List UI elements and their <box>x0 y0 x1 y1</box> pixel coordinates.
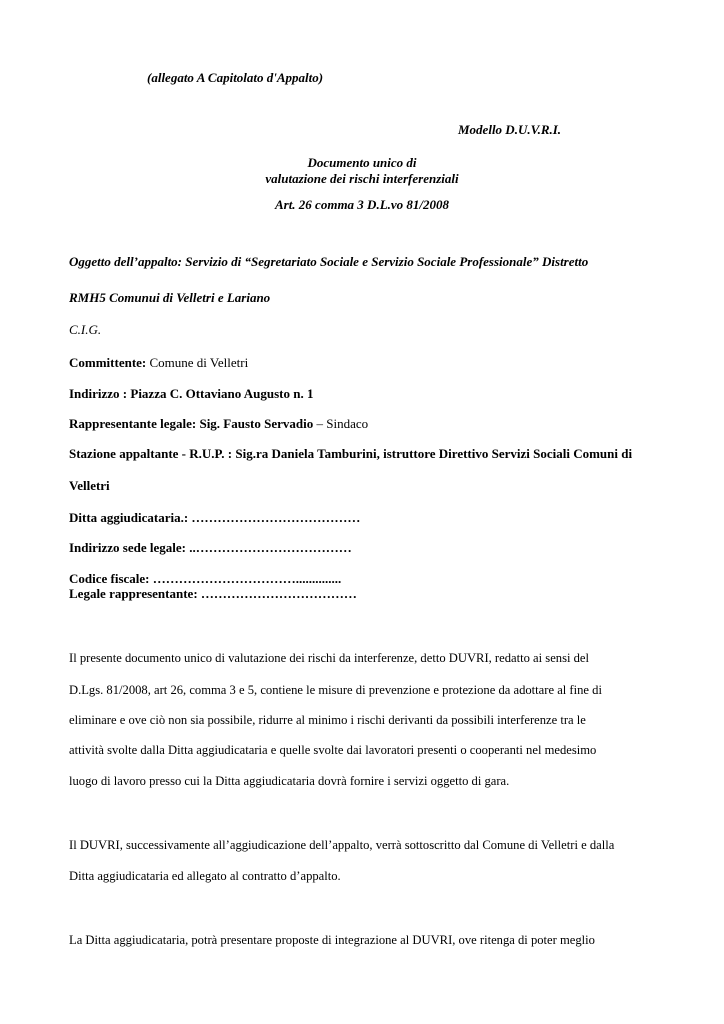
rappresentante-label: Rappresentante legale: Sig. Fausto Servadio <box>69 416 314 431</box>
paragraph2-line: Ditta aggiudicataria ed allegato al contratto d’appalto. <box>69 869 341 883</box>
codice-fiscale-line: Codice fiscale: …………………………….............. <box>69 571 342 586</box>
rappresentante-line <box>69 416 368 432</box>
document-title-line1: Documento unico di <box>307 155 417 170</box>
paragraph1-line: eliminare e ove ciò non sia possibile, ridurre al minimo i rischi derivanti da possibili interferenze tra le <box>69 713 586 727</box>
committente-value: Comune di Velletri <box>146 355 249 370</box>
paragraph1-line: D.Lgs. 81/2008, art 26, comma 3 e 5, contiene le misure di prevenzione e protezione da adottare al fine di <box>69 683 602 697</box>
legale-rappresentante-line: Legale rappresentante: ……………………………… <box>69 586 357 601</box>
paragraph1-line: attività svolte dalla Ditta aggiudicataria e quelle svolte dai lavoratori presenti o cooperanti nel medesimo <box>69 743 597 757</box>
allegato-note: (allegato A Capitolato d'Appalto) <box>147 70 324 85</box>
committente-label: Committente: <box>69 355 147 370</box>
paragraph2-line: Il DUVRI, successivamente all’aggiudicazione dell’appalto, verrà sottoscritto dal Comune di Velletri e dalla <box>69 838 615 852</box>
oggetto-line1: Oggetto dell’appalto: Servizio di “Segretariato Sociale e Servizio Sociale Professionale” Distretto <box>69 254 589 269</box>
indirizzo-line: Indirizzo : Piazza C. Ottaviano Augusto n. 1 <box>69 386 314 401</box>
paragraph3-line: La Ditta aggiudicataria, potrà presentare proposte di integrazione al DUVRI, ove ritenga di poter meglio <box>69 933 595 947</box>
paragraph1-line: luogo di lavoro presso cui la Ditta aggiudicataria dovrà fornire i servizi oggetto di gara. <box>69 774 510 788</box>
cig-label: C.I.G. <box>69 322 102 337</box>
committente-line <box>69 355 248 371</box>
rappresentante-value: – Sindaco <box>313 416 369 431</box>
paragraph1-line: Il presente documento unico di valutazione dei rischi da interferenze, detto DUVRI, redatto ai sensi del <box>69 651 590 665</box>
stazione-line1: Stazione appaltante - R.U.P. : Sig.ra Daniela Tamburini, istruttore Direttivo Servizi Sociali Comuni di <box>69 446 633 461</box>
document-title-line2: valutazione dei rischi interferenziali <box>265 171 459 186</box>
indirizzo-sede-line: Indirizzo sede legale: ..……………………………… <box>69 540 352 555</box>
oggetto-line2: RMH5 Comunui di Velletri e Lariano <box>69 290 271 305</box>
modello-label: Modello D.U.V.R.I. <box>458 122 562 137</box>
stazione-line2: Velletri <box>69 478 110 493</box>
article-reference: Art. 26 comma 3 D.L.vo 81/2008 <box>274 197 450 212</box>
ditta-line: Ditta aggiudicataria.: ………………………………… <box>69 510 361 525</box>
